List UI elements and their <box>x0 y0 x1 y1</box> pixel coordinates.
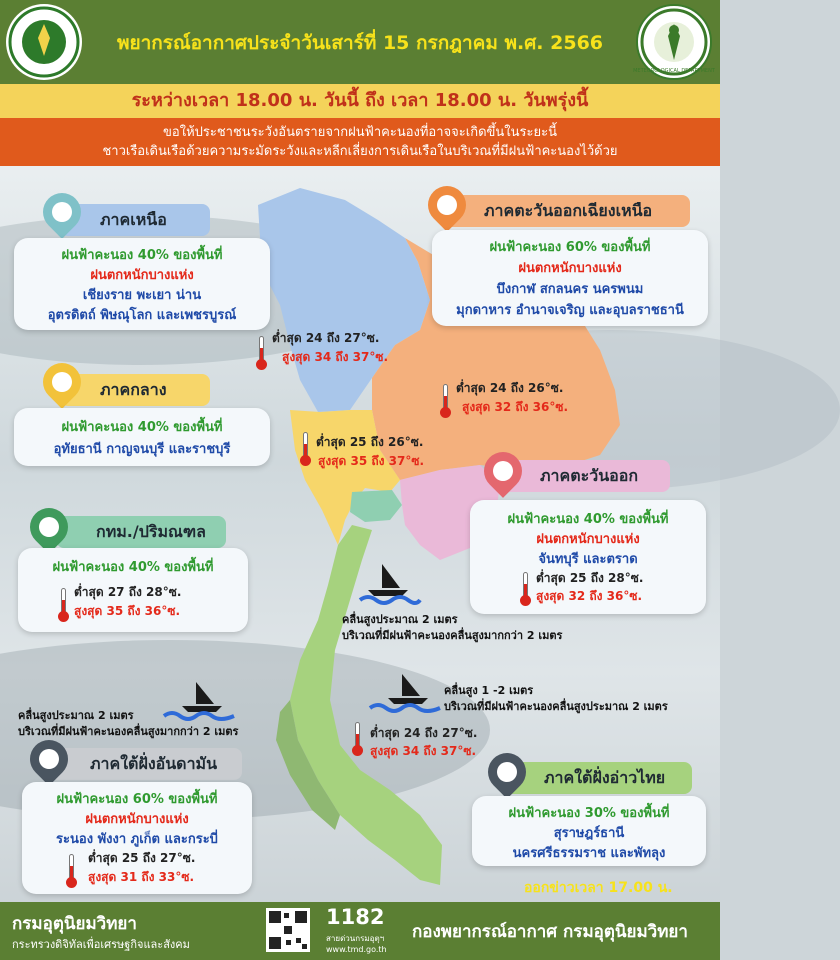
issue-time: ออกข่าวเวลา 17.00 น. <box>524 880 673 896</box>
east-rain-chance: ฝนฟ้าคะนอง 40% ของพื้นที่ <box>507 512 669 527</box>
central-region-name: ภาคกลาง <box>100 380 167 399</box>
northeast-region-name: ภาคตะวันออกเฉียงเหนือ <box>484 201 653 220</box>
ministry-logo <box>6 4 82 80</box>
north-areas-1: เชียงราย พะเยา น่าน <box>82 288 202 303</box>
north-areas-2: อุตรดิตถ์ พิษณุโลก และเพชรบูรณ์ <box>47 308 237 323</box>
tmd-logo <box>633 4 715 80</box>
page-title: พยากรณ์อากาศประจำวันเสาร์ที่ 15 กรกฎาคม พ.ศ. 2566 <box>116 32 604 54</box>
south-west-heavy-rain: ฝนตกหนักบางแห่ง <box>85 812 189 827</box>
south-west-region-tag <box>50 748 242 780</box>
central-temp-min: ต่ำสุด 25 ถึง 26°ซ. <box>316 435 424 449</box>
north-rain-chance: ฝนฟ้าคะนอง 40% ของพื้นที่ <box>61 248 223 263</box>
lower-gulf-wave-2: บริเวณที่มีฝนฟ้าคะนองคลื่นสูงประมาณ 2 เมตร <box>444 700 668 713</box>
header-bar <box>0 0 720 84</box>
lower-gulf-wave-1: คลื่นสูง 1 -2 เมตร <box>444 684 534 697</box>
hotline-number: 1182 <box>326 905 385 929</box>
footer-ministry: กระทรวงดิจิทัลเพื่อเศรษฐกิจและสังคม <box>12 938 190 951</box>
east-temp-max: สูงสุด 32 ถึง 36°ซ. <box>536 589 643 603</box>
northeast-areas-1: บึงกาฬ สกลนคร นครพนม <box>496 282 644 297</box>
east-forecast-card <box>470 500 706 614</box>
thermometer-icon <box>66 854 76 888</box>
bangkok-forecast-card <box>18 548 248 632</box>
south-east-temp-min: ต่ำสุด 24 ถึง 27°ซ. <box>370 726 478 740</box>
bangkok-region-shape <box>350 490 402 522</box>
central-rain-chance: ฝนฟ้าคะนอง 40% ของพื้นที่ <box>61 420 223 435</box>
hotline-label: สายด่วนกรมอุตุฯ <box>326 934 385 943</box>
boat-icon <box>360 560 420 606</box>
south-west-rain-chance: ฝนฟ้าคะนอง 60% ของพื้นที่ <box>56 792 218 807</box>
thermometer-icon <box>58 588 68 622</box>
upper-gulf-wave-2: บริเวณที่มีฝนฟ้าคะนองคลื่นสูงมากกว่า 2 เมตร <box>342 629 563 642</box>
bangkok-rain-chance: ฝนฟ้าคะนอง 40% ของพื้นที่ <box>52 560 214 575</box>
northeast-rain-chance: ฝนฟ้าคะนอง 60% ของพื้นที่ <box>489 240 651 255</box>
north-temp-max: สูงสุด 34 ถึง 37°ซ. <box>282 350 389 364</box>
north-heavy-rain: ฝนตกหนักบางแห่ง <box>90 268 194 283</box>
south-east-region-tag <box>504 762 692 794</box>
ministry-emblem-icon <box>6 4 82 80</box>
northeast-heavy-rain: ฝนตกหนักบางแห่ง <box>518 261 622 276</box>
northeast-region-tag <box>444 195 690 227</box>
boat-icon <box>370 670 440 714</box>
north-region-name: ภาคเหนือ <box>100 210 167 229</box>
footer-org-name: กรมอุตุนิยมวิทยา <box>12 914 137 934</box>
tmd-logo-text: METEOROLOGICAL DEPARTMENT <box>633 68 715 74</box>
south-west-temp-min: ต่ำสุด 25 ถึง 27°ซ. <box>88 851 196 865</box>
warning-line-2: ชาวเรือเดินเรือด้วยความระมัดระวังและหลีกเลี่ยงการเดินเรือในบริเวณที่มีฝนฟ้าคะนองไว้ด้วย <box>102 144 618 159</box>
east-region-tag <box>500 460 670 492</box>
south-west-areas-1: ระนอง พังงา ภูเก็ต และกระบี่ <box>56 832 218 847</box>
thermometer-icon <box>256 336 266 370</box>
central-temp-max: สูงสุด 35 ถึง 37°ซ. <box>318 454 425 468</box>
south-east-region-name: ภาคใต้ฝั่งอ่าวไทย <box>544 768 666 787</box>
north-region-tag <box>60 204 210 236</box>
northeast-temp-min: ต่ำสุด 24 ถึง 26°ซ. <box>456 381 564 395</box>
south-west-forecast-card <box>22 782 252 894</box>
east-heavy-rain: ฝนตกหนักบางแห่ง <box>536 532 640 547</box>
footer-bar <box>0 902 720 960</box>
forecast-period: ระหว่างเวลา 18.00 น. วันนี้ ถึง เวลา 18.00 น. วันพรุ่งนี้ <box>131 90 589 111</box>
east-region-name: ภาคตะวันออก <box>540 466 639 485</box>
south-west-temp-max: สูงสุด 31 ถึง 33°ซ. <box>88 870 195 884</box>
footer-division: กองพยากรณ์อากาศ กรมอุตุนิยมวิทยา <box>412 922 688 942</box>
south-west-region-name: ภาคใต้ฝั่งอันดามัน <box>90 754 218 773</box>
east-areas-1: จันทบุรี และตราด <box>538 552 638 567</box>
bangkok-temp-max: สูงสุด 35 ถึง 36°ซ. <box>74 604 181 618</box>
bangkok-temp-min: ต่ำสุด 27 ถึง 28°ซ. <box>74 585 182 599</box>
northeast-temp-max: สูงสุด 32 ถึง 36°ซ. <box>462 400 569 414</box>
bangkok-region-name: กทม./ปริมณฑล <box>96 522 206 541</box>
northeast-areas-2: มุกดาหาร อำนาจเจริญ และอุบลราชธานี <box>456 303 684 318</box>
thermometer-icon <box>440 384 450 418</box>
thermometer-icon <box>520 572 530 606</box>
south-east-forecast-card <box>472 796 706 866</box>
south-east-areas-2: นครศรีธรรมราช และพัทลุง <box>512 846 666 861</box>
forecast-period-bar <box>0 84 720 118</box>
central-region-tag <box>60 374 210 406</box>
tmd-emblem-icon <box>633 6 715 78</box>
warning-line-1: ขอให้ประชาชนระวังอันตรายจากฝนฟ้าคะนองที่อาจจะเกิดขึ้นในระยะนี้ <box>163 125 557 140</box>
andaman-wave-2: บริเวณที่มีฝนฟ้าคะนองคลื่นสูงมากกว่า 2 เมตร <box>18 725 239 738</box>
thermometer-icon <box>352 722 362 756</box>
thermometer-icon <box>300 432 310 466</box>
north-forecast-card <box>14 238 270 330</box>
qr-code-icon[interactable] <box>266 908 310 952</box>
central-forecast-card <box>14 408 270 466</box>
bangkok-region-tag <box>56 516 226 548</box>
south-east-rain-chance: ฝนฟ้าคะนอง 30% ของพื้นที่ <box>508 806 670 821</box>
east-temp-min: ต่ำสุด 25 ถึง 28°ซ. <box>536 571 644 585</box>
warning-banner <box>0 118 720 166</box>
south-east-areas-1: สุราษฎร์ธานี <box>553 826 625 841</box>
upper-gulf-wave-1: คลื่นสูงประมาณ 2 เมตร <box>342 613 458 626</box>
northeast-forecast-card <box>432 230 708 326</box>
south-east-temp-max: สูงสุด 34 ถึง 37°ซ. <box>370 744 477 758</box>
website-url[interactable]: www.tmd.go.th <box>326 945 387 954</box>
boat-icon <box>164 678 234 722</box>
north-temp-min: ต่ำสุด 24 ถึง 27°ซ. <box>272 331 380 345</box>
central-areas-1: อุทัยธานี กาญจนบุรี และราชบุรี <box>53 442 231 457</box>
andaman-wave-1: คลื่นสูงประมาณ 2 เมตร <box>18 709 134 722</box>
